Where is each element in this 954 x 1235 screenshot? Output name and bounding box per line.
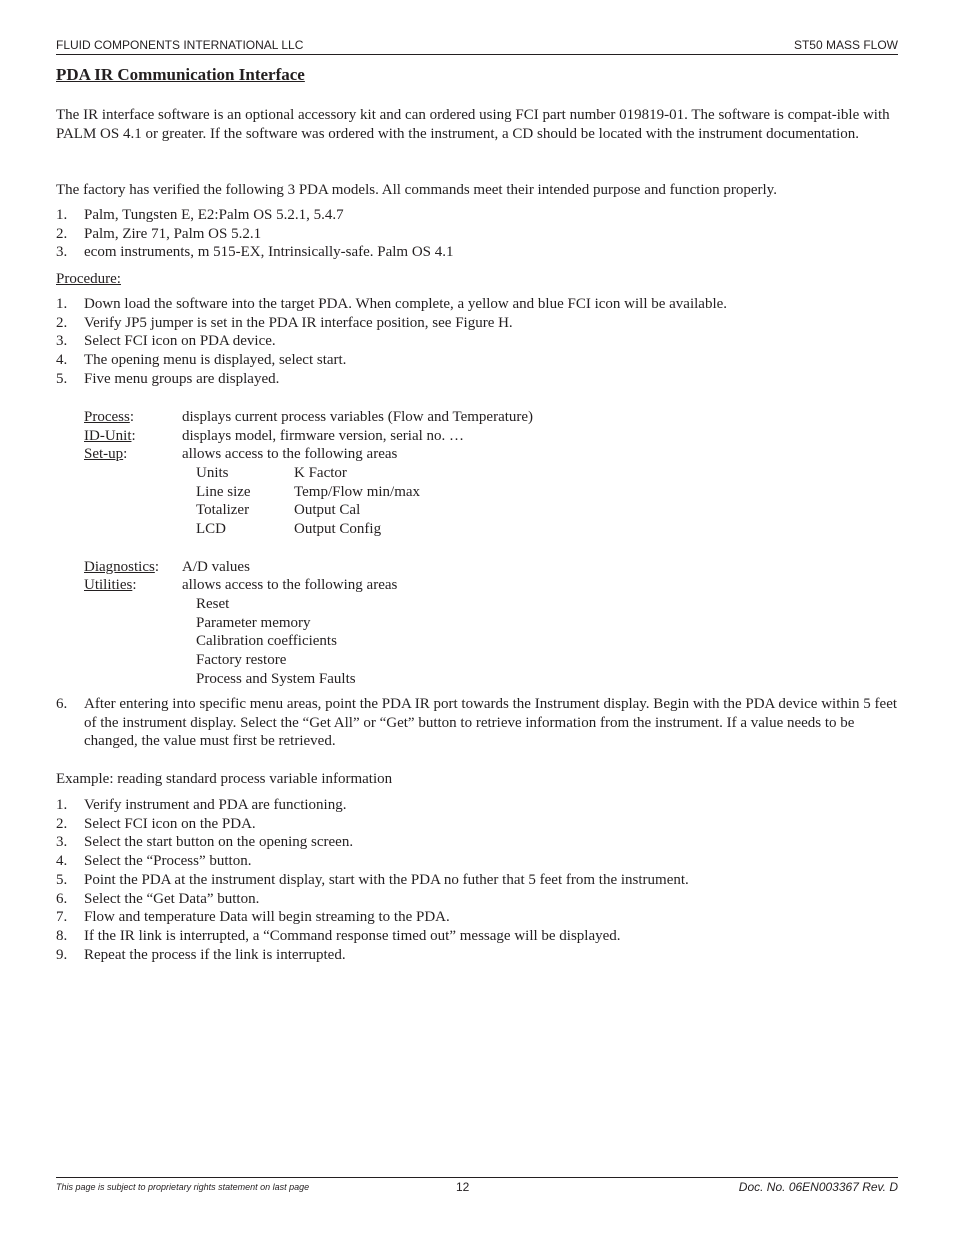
example-heading <box>56 770 898 789</box>
list-number: 2. <box>56 815 68 832</box>
menu-row-utilities: Utilities: allows access to the following areas <box>84 577 398 594</box>
utilities-area: Parameter memory <box>196 614 311 631</box>
setup-area: LCD <box>196 521 226 538</box>
setup-area-row <box>56 483 898 502</box>
list-text: Down load the software into the target PDA. When complete, a yellow and blue FCI icon will be available. <box>84 296 728 312</box>
menu-term: Set-up <box>84 446 124 463</box>
section-title: PDA IR Communication Interface <box>56 65 305 84</box>
menu-spacer <box>56 539 898 558</box>
menu-row-idunit: ID-Unit: displays model, firmware version, serial no. … <box>84 427 465 444</box>
menu-desc: allows access to the following areas <box>182 446 398 463</box>
list-item <box>56 796 898 815</box>
list-item <box>56 225 898 244</box>
setup-area-row <box>56 520 898 539</box>
setup-area: K Factor <box>294 465 347 482</box>
list-number: 3. <box>56 834 68 851</box>
list-text: Verify instrument and PDA are functioning. <box>84 797 347 813</box>
setup-area: Temp/Flow min/max <box>294 483 421 500</box>
list-number: 1. <box>56 296 68 312</box>
list-item <box>56 927 898 946</box>
list-item <box>56 695 898 751</box>
list-item <box>56 332 898 351</box>
list-text: Palm, Tungsten E, E2:Palm OS 5.2.1, 5.4.7 <box>84 207 344 223</box>
list-text: Select FCI icon on PDA device. <box>84 333 276 350</box>
list-number: 4. <box>56 853 68 870</box>
list-number: 1. <box>56 207 68 223</box>
list-text: Select FCI icon on the PDA. <box>84 815 256 832</box>
utilities-area-row <box>56 614 898 633</box>
list-text: Point the PDA at the instrument display, start with the PDA no futher that 5 feet from the instrument. <box>84 871 689 888</box>
list-item <box>56 295 898 314</box>
menu-desc: allows access to the following areas <box>182 577 398 594</box>
intro-text: The IR interface software is an optional accessory kit and can ordered using FCI part number 019819-01. The software is compat-ible with PALM OS 4.1 or greater. If the software was ordered with the instrument, a CD should be located with the instrument documentation. <box>56 107 890 142</box>
list-number: 6. <box>56 890 68 907</box>
list-item <box>56 351 898 370</box>
setup-area: Line size <box>196 483 251 500</box>
menu-term: ID-Unit <box>84 427 132 444</box>
list-text: Five menu groups are displayed. <box>84 370 280 387</box>
example-label: Example: reading standard process variable information <box>56 771 393 787</box>
verified-text: The factory has verified the following 3 PDA models. All commands meet their intended purpose and function properly. <box>56 182 777 198</box>
list-item <box>56 243 898 262</box>
models-list <box>56 206 898 262</box>
list-number: 1. <box>56 797 68 813</box>
list-item <box>56 890 898 909</box>
menu-term: Utilities <box>84 577 133 594</box>
list-number: 5. <box>56 871 68 888</box>
list-text: The opening menu is displayed, select start. <box>84 352 347 369</box>
list-number: 3. <box>56 244 68 261</box>
list-text: Verify JP5 jumper is set in the PDA IR interface position, see Figure H. <box>84 314 513 331</box>
list-number: 6. <box>56 696 68 712</box>
procedure-heading <box>56 270 898 289</box>
footer-rights-notice: This page is subject to proprietary rights statement on last page <box>56 1182 310 1192</box>
intro-paragraph <box>56 106 898 143</box>
utilities-area-row <box>56 651 898 670</box>
list-item <box>56 314 898 333</box>
menu-desc: A/D values <box>182 558 250 575</box>
list-text: After entering into specific menu areas, point the PDA IR port towards the Instrument display. Begin with the PDA device within 5 feet of the instrument display. Select the “Get All” or “Get” button to retrieve information from the instrument. If a value needs to be changed, the value must first be retrieved. <box>84 696 898 750</box>
setup-area-row <box>56 501 898 520</box>
setup-area: Units <box>196 465 229 482</box>
menu-desc: displays current process variables (Flow and Temperature) <box>182 409 534 425</box>
setup-area: Totalizer <box>196 502 250 519</box>
list-number: 2. <box>56 314 68 331</box>
verified-paragraph <box>56 181 898 200</box>
menu-groups <box>56 408 898 688</box>
list-text: Repeat the process if the link is interrupted. <box>84 946 346 963</box>
header-rule <box>56 54 898 55</box>
list-text: If the IR link is interrupted, a “Command response timed out” message will be displayed. <box>84 927 621 944</box>
list-item <box>56 815 898 834</box>
list-item <box>56 946 898 965</box>
setup-area: Output Cal <box>294 502 361 519</box>
footer-rule <box>56 1177 898 1178</box>
list-text: Flow and temperature Data will begin streaming to the PDA. <box>84 909 450 926</box>
menu-term: Process <box>84 409 130 425</box>
utilities-area: Reset <box>196 595 230 612</box>
list-item <box>56 206 898 225</box>
setup-area-row <box>56 464 898 483</box>
list-text: ecom instruments, m 515-EX, Intrinsically-safe. Palm OS 4.1 <box>84 244 454 261</box>
list-item <box>56 908 898 927</box>
list-item <box>56 852 898 871</box>
list-number: 8. <box>56 927 68 944</box>
page-number: 12 <box>456 1180 470 1194</box>
example-list <box>56 796 898 964</box>
list-number: 5. <box>56 370 68 387</box>
list-number: 9. <box>56 946 68 963</box>
utilities-area-row <box>56 632 898 651</box>
utilities-area: Calibration coefficients <box>196 633 337 650</box>
list-number: 4. <box>56 352 68 369</box>
utilities-area: Process and System Faults <box>196 670 356 687</box>
setup-area: Output Config <box>294 521 382 538</box>
step-6 <box>56 695 898 751</box>
header-product: ST50 MASS FLOW <box>793 38 898 52</box>
menu-row-setup: Set-up: allows access to the following areas <box>84 446 398 463</box>
utilities-area-row <box>56 595 898 614</box>
list-item <box>56 833 898 852</box>
header-company: FLUID COMPONENTS INTERNATIONAL LLC <box>56 38 304 52</box>
list-number: 2. <box>56 225 68 242</box>
list-item <box>56 370 898 389</box>
menu-row-diagnostics: Diagnostics: A/D values <box>84 558 250 575</box>
utilities-area-row <box>56 670 898 689</box>
list-text: Select the “Get Data” button. <box>84 890 260 907</box>
procedure-list <box>56 295 898 389</box>
menu-row-process: Process: displays current process variables (Flow and Temperature) <box>84 409 534 425</box>
list-number: 7. <box>56 909 68 926</box>
list-item <box>56 871 898 890</box>
procedure-label: Procedure: <box>56 271 121 287</box>
list-text: Select the start button on the opening screen. <box>84 834 354 851</box>
list-text: Palm, Zire 71, Palm OS 5.2.1 <box>84 225 262 242</box>
menu-term: Diagnostics <box>84 558 155 575</box>
menu-desc: displays model, firmware version, serial no. … <box>182 427 465 444</box>
list-text: Select the “Process” button. <box>84 853 252 870</box>
document-number: Doc. No. 06EN003367 Rev. D <box>738 1180 898 1194</box>
list-number: 3. <box>56 333 68 350</box>
utilities-area: Factory restore <box>196 651 287 668</box>
